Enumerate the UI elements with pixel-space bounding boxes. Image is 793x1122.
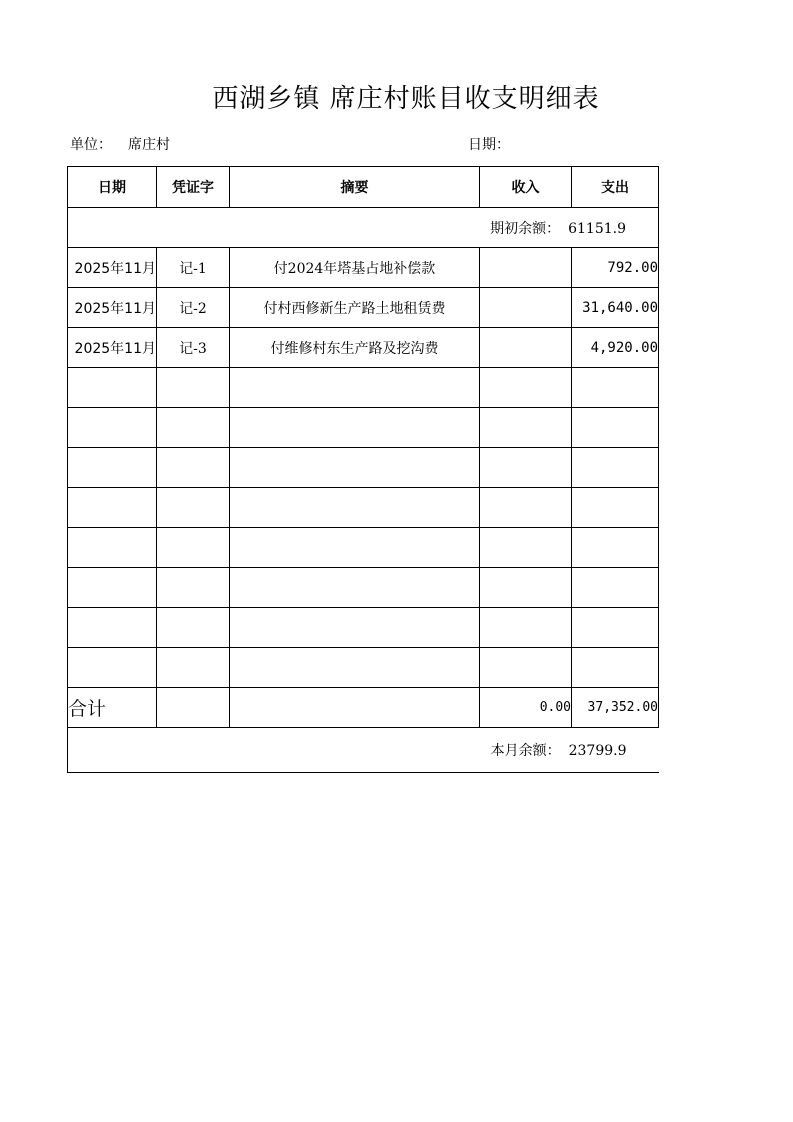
row-expense-cell: 31,640.00 bbox=[572, 288, 659, 328]
header-summary: 摘要 bbox=[230, 167, 480, 208]
row-expense-cell bbox=[572, 648, 659, 688]
ledger-table bbox=[67, 166, 659, 773]
total-expense: 37,352.00 bbox=[572, 688, 659, 728]
row-date-cell bbox=[68, 648, 157, 688]
row-summary-cell: 付村西修新生产路土地租赁费 bbox=[230, 288, 480, 328]
header-voucher: 凭证字 bbox=[157, 167, 230, 208]
row-voucher-cell bbox=[157, 608, 230, 648]
table-row bbox=[68, 328, 659, 368]
date-label: 日期： bbox=[468, 137, 510, 153]
row-expense-cell bbox=[572, 528, 659, 568]
table-row bbox=[68, 528, 659, 568]
row-voucher-cell bbox=[157, 408, 230, 448]
row-income-cell bbox=[480, 608, 572, 648]
row-summary-cell bbox=[230, 568, 480, 608]
header-expense: 支出 bbox=[572, 167, 659, 208]
table-row bbox=[68, 408, 659, 448]
row-date-cell bbox=[68, 368, 157, 408]
date-field bbox=[468, 134, 510, 154]
row-income-cell bbox=[480, 288, 572, 328]
total-row bbox=[68, 688, 659, 728]
row-income-cell bbox=[480, 448, 572, 488]
row-summary-cell: 付维修村东生产路及挖沟费 bbox=[230, 328, 480, 368]
total-income: 0.00 bbox=[480, 688, 572, 728]
opening-balance-row bbox=[68, 208, 659, 248]
row-expense-cell bbox=[572, 608, 659, 648]
row-income-cell bbox=[480, 248, 572, 288]
row-summary-cell bbox=[230, 528, 480, 568]
row-voucher-cell bbox=[157, 528, 230, 568]
table-row bbox=[68, 448, 659, 488]
row-date-cell bbox=[68, 488, 157, 528]
header-income: 收入 bbox=[480, 167, 572, 208]
row-voucher-cell bbox=[157, 488, 230, 528]
row-income-cell bbox=[480, 328, 572, 368]
total-summary-cell bbox=[230, 688, 480, 728]
row-voucher-cell: 记-1 bbox=[157, 248, 230, 288]
row-date-cell bbox=[68, 408, 157, 448]
total-voucher-cell bbox=[157, 688, 230, 728]
row-date-cell bbox=[68, 448, 157, 488]
table-row bbox=[68, 608, 659, 648]
row-income-cell bbox=[480, 368, 572, 408]
row-summary-cell bbox=[230, 448, 480, 488]
total-label: 合计 bbox=[68, 688, 157, 728]
row-expense-cell bbox=[572, 368, 659, 408]
row-expense-cell bbox=[572, 408, 659, 448]
row-expense-cell: 4,920.00 bbox=[572, 328, 659, 368]
row-expense-cell bbox=[572, 448, 659, 488]
row-voucher-cell bbox=[157, 368, 230, 408]
closing-balance-cell bbox=[68, 728, 659, 773]
row-summary-cell bbox=[230, 608, 480, 648]
unit-value: 席庄村 bbox=[128, 137, 170, 153]
page-title: 西湖乡镇 席庄村账目收支明细表 bbox=[212, 84, 600, 114]
row-summary-cell bbox=[230, 648, 480, 688]
row-voucher-cell: 记-2 bbox=[157, 288, 230, 328]
header-date: 日期 bbox=[68, 167, 157, 208]
row-voucher-cell: 记-3 bbox=[157, 328, 230, 368]
table-row bbox=[68, 288, 659, 328]
row-expense-cell bbox=[572, 488, 659, 528]
row-voucher-cell bbox=[157, 448, 230, 488]
closing-balance-label: 本月余额： bbox=[490, 743, 561, 759]
row-date-cell: 2025年11月 bbox=[68, 288, 157, 328]
row-expense-cell bbox=[572, 568, 659, 608]
closing-balance-value: 23799.9 bbox=[568, 743, 627, 759]
row-voucher-cell bbox=[157, 568, 230, 608]
table-row bbox=[68, 568, 659, 608]
row-expense-cell: 792.00 bbox=[572, 248, 659, 288]
row-income-cell bbox=[480, 408, 572, 448]
row-income-cell bbox=[480, 568, 572, 608]
row-date-cell: 2025年11月 bbox=[68, 328, 157, 368]
table-row bbox=[68, 648, 659, 688]
closing-balance-row bbox=[68, 728, 659, 773]
opening-balance-value: 61151.9 bbox=[568, 220, 626, 237]
row-summary-cell bbox=[230, 488, 480, 528]
table-row bbox=[68, 368, 659, 408]
row-date-cell bbox=[68, 568, 157, 608]
header-row bbox=[68, 167, 659, 208]
row-date-cell: 2025年11月 bbox=[68, 248, 157, 288]
row-summary-cell bbox=[230, 408, 480, 448]
table-row bbox=[68, 488, 659, 528]
row-income-cell bbox=[480, 488, 572, 528]
row-date-cell bbox=[68, 608, 157, 648]
unit-field bbox=[70, 134, 170, 154]
row-income-cell bbox=[480, 648, 572, 688]
row-voucher-cell bbox=[157, 648, 230, 688]
opening-balance-label: 期初余额： bbox=[490, 220, 561, 237]
row-summary-cell: 付2024年塔基占地补偿款 bbox=[230, 248, 480, 288]
opening-balance-cell bbox=[68, 208, 659, 248]
row-summary-cell bbox=[230, 368, 480, 408]
row-date-cell bbox=[68, 528, 157, 568]
unit-label: 单位： bbox=[70, 137, 112, 153]
row-income-cell bbox=[480, 528, 572, 568]
table-row bbox=[68, 248, 659, 288]
